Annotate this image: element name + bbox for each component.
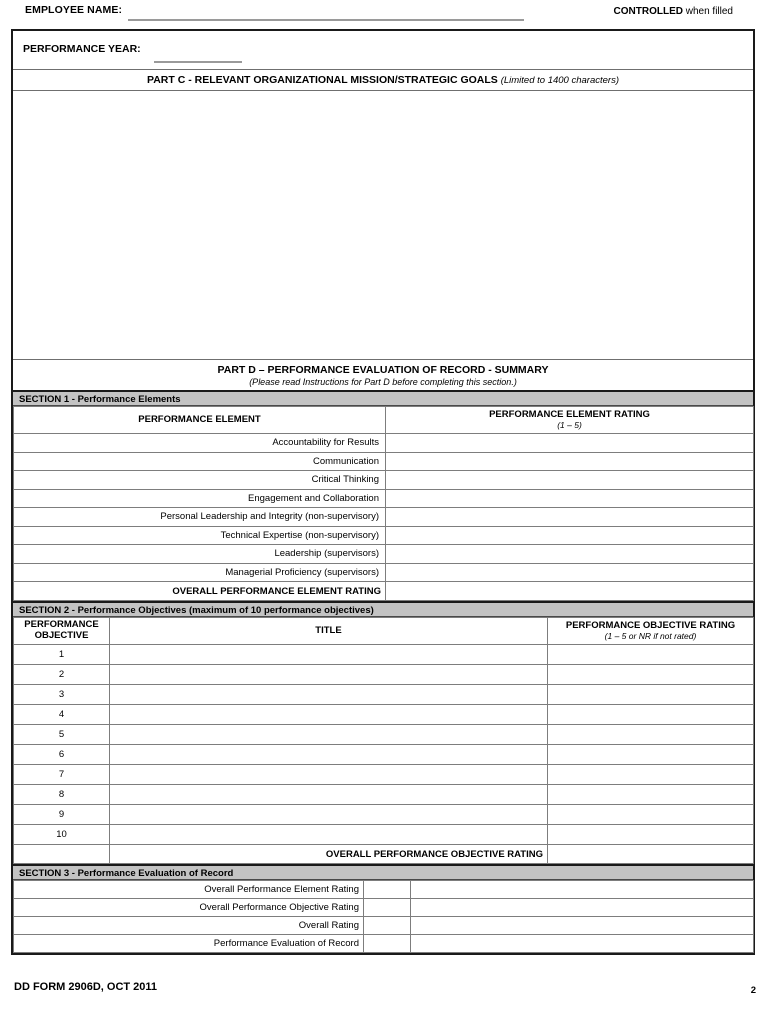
objective-title-input[interactable] <box>110 665 548 685</box>
col-objective-line1: PERFORMANCE <box>24 619 99 631</box>
col-rating-text: PERFORMANCE ELEMENT RATING <box>489 408 650 420</box>
record-row-label: Performance Evaluation of Record <box>14 935 364 953</box>
objective-title-input[interactable] <box>110 805 548 825</box>
record-row-label: Overall Performance Element Rating <box>14 881 364 899</box>
element-rating-input[interactable] <box>386 489 754 508</box>
performance-elements-table <box>13 406 754 601</box>
overall-element-rating-label: OVERALL PERFORMANCE ELEMENT RATING <box>14 582 386 601</box>
col-performance-element: PERFORMANCE ELEMENT <box>14 407 386 434</box>
table-row <box>14 526 754 545</box>
performance-year-label: PERFORMANCE YEAR: <box>23 43 141 55</box>
table-row <box>14 917 754 935</box>
employee-name-input[interactable] <box>128 19 524 21</box>
record-row-label: Overall Performance Objective Rating <box>14 899 364 917</box>
objective-number: 6 <box>14 745 110 765</box>
record-row-code-input[interactable] <box>364 881 411 899</box>
evaluation-of-record-table <box>13 880 754 953</box>
table-row <box>14 899 754 917</box>
record-row-value-input[interactable] <box>411 899 754 917</box>
controlled-marking <box>614 6 733 17</box>
table-row <box>14 725 754 745</box>
objective-number: 10 <box>14 825 110 845</box>
objective-number: 2 <box>14 665 110 685</box>
objective-title-input[interactable] <box>110 725 548 745</box>
overall-objective-spacer <box>14 845 110 864</box>
col-rating-scale: (1 – 5) <box>557 419 582 430</box>
objective-rating-input[interactable] <box>548 805 754 825</box>
part-d-subtitle: (Please read Instructions for Part D before completing this section.) <box>249 377 517 387</box>
part-c-limit-note: (Limited to 1400 characters) <box>500 75 619 86</box>
objective-rating-input[interactable] <box>548 785 754 805</box>
form-body <box>11 29 755 955</box>
record-row-value-input[interactable] <box>411 917 754 935</box>
objective-rating-input[interactable] <box>548 665 754 685</box>
record-row-code-input[interactable] <box>364 899 411 917</box>
element-label: Engagement and Collaboration <box>14 489 386 508</box>
part-c-header <box>13 69 753 91</box>
table-row <box>14 434 754 453</box>
part-d-title: PART D – PERFORMANCE EVALUATION OF RECORD - SUMMARY <box>217 364 549 376</box>
record-row-value-input[interactable] <box>411 935 754 953</box>
table-header-row <box>14 618 754 645</box>
col-objective-rating <box>548 618 754 645</box>
element-label: Critical Thinking <box>14 471 386 490</box>
objective-rating-input[interactable] <box>548 765 754 785</box>
element-rating-input[interactable] <box>386 526 754 545</box>
objective-number: 7 <box>14 765 110 785</box>
employee-name-label: EMPLOYEE NAME: <box>25 4 123 16</box>
element-label: Managerial Proficiency (supervisors) <box>14 563 386 582</box>
record-row-value-input[interactable] <box>411 881 754 899</box>
objective-number: 1 <box>14 645 110 665</box>
overall-objective-rating-label: OVERALL PERFORMANCE OBJECTIVE RATING <box>110 845 548 864</box>
objective-number: 5 <box>14 725 110 745</box>
objective-rating-input[interactable] <box>548 725 754 745</box>
part-c-textarea[interactable] <box>13 91 753 359</box>
performance-year-input[interactable] <box>154 61 242 63</box>
table-row <box>14 935 754 953</box>
part-d-header <box>13 359 753 390</box>
col-objective-line2: OBJECTIVE <box>34 630 89 641</box>
col-title: TITLE <box>110 618 548 645</box>
table-row <box>14 665 754 685</box>
section-2-band: SECTION 2 - Performance Objectives (maximum of 10 performance objectives) <box>13 601 753 617</box>
col-objective-rating-scale: (1 – 5 or NR if not rated) <box>604 630 697 641</box>
element-label: Technical Expertise (non-supervisory) <box>14 526 386 545</box>
part-c-title: PART C - RELEVANT ORGANIZATIONAL MISSION/STRATEGIC GOALS <box>147 74 498 86</box>
objective-number: 9 <box>14 805 110 825</box>
objective-rating-input[interactable] <box>548 645 754 665</box>
objective-title-input[interactable] <box>110 825 548 845</box>
element-rating-input[interactable] <box>386 471 754 490</box>
performance-year-row <box>13 31 753 69</box>
element-label: Accountability for Results <box>14 434 386 453</box>
element-label: Leadership (supervisors) <box>14 545 386 564</box>
table-row <box>14 765 754 785</box>
col-performance-element-rating <box>386 407 754 434</box>
element-label: Personal Leadership and Integrity (non-supervisory) <box>14 508 386 527</box>
table-row <box>14 881 754 899</box>
objective-title-input[interactable] <box>110 785 548 805</box>
objective-title-input[interactable] <box>110 765 548 785</box>
overall-element-rating-row <box>14 582 754 601</box>
overall-objective-rating-input[interactable] <box>548 845 754 864</box>
table-row <box>14 645 754 665</box>
objective-rating-input[interactable] <box>548 685 754 705</box>
table-row <box>14 508 754 527</box>
objective-rating-input[interactable] <box>548 705 754 725</box>
table-row <box>14 685 754 705</box>
page-number: 2 <box>750 985 756 996</box>
form-identifier: DD FORM 2906D, OCT 2011 <box>14 981 158 993</box>
objective-title-input[interactable] <box>110 685 548 705</box>
record-row-label: Overall Rating <box>14 917 364 935</box>
table-row <box>14 745 754 765</box>
table-row <box>14 489 754 508</box>
table-row <box>14 471 754 490</box>
objective-title-input[interactable] <box>110 645 548 665</box>
objective-title-input[interactable] <box>110 745 548 765</box>
col-objective-rating-text: PERFORMANCE OBJECTIVE RATING <box>565 619 736 631</box>
objective-rating-input[interactable] <box>548 745 754 765</box>
objective-number: 4 <box>14 705 110 725</box>
table-row <box>14 805 754 825</box>
col-performance-objective <box>14 618 110 645</box>
element-rating-input[interactable] <box>386 563 754 582</box>
table-row <box>14 705 754 725</box>
table-row <box>14 563 754 582</box>
overall-objective-rating-row <box>14 845 754 864</box>
record-row-code-input[interactable] <box>364 935 411 953</box>
page-header <box>0 0 768 29</box>
element-label: Communication <box>14 452 386 471</box>
element-rating-input[interactable] <box>386 545 754 564</box>
table-row <box>14 452 754 471</box>
objective-number: 8 <box>14 785 110 805</box>
element-rating-input[interactable] <box>386 508 754 527</box>
section-1-band: SECTION 1 - Performance Elements <box>13 390 753 406</box>
objective-number: 3 <box>14 685 110 705</box>
performance-objectives-table <box>13 617 754 864</box>
objective-rating-input[interactable] <box>548 825 754 845</box>
table-row <box>14 785 754 805</box>
table-row <box>14 545 754 564</box>
element-rating-input[interactable] <box>386 452 754 471</box>
controlled-qualifier: when filled <box>682 6 733 17</box>
record-row-code-input[interactable] <box>364 917 411 935</box>
controlled-word: CONTROLLED <box>613 6 683 17</box>
section-3-band: SECTION 3 - Performance Evaluation of Record <box>13 864 753 880</box>
table-row <box>14 825 754 845</box>
objective-title-input[interactable] <box>110 705 548 725</box>
element-rating-input[interactable] <box>386 434 754 453</box>
table-header-row <box>14 407 754 434</box>
overall-element-rating-input[interactable] <box>386 582 754 601</box>
